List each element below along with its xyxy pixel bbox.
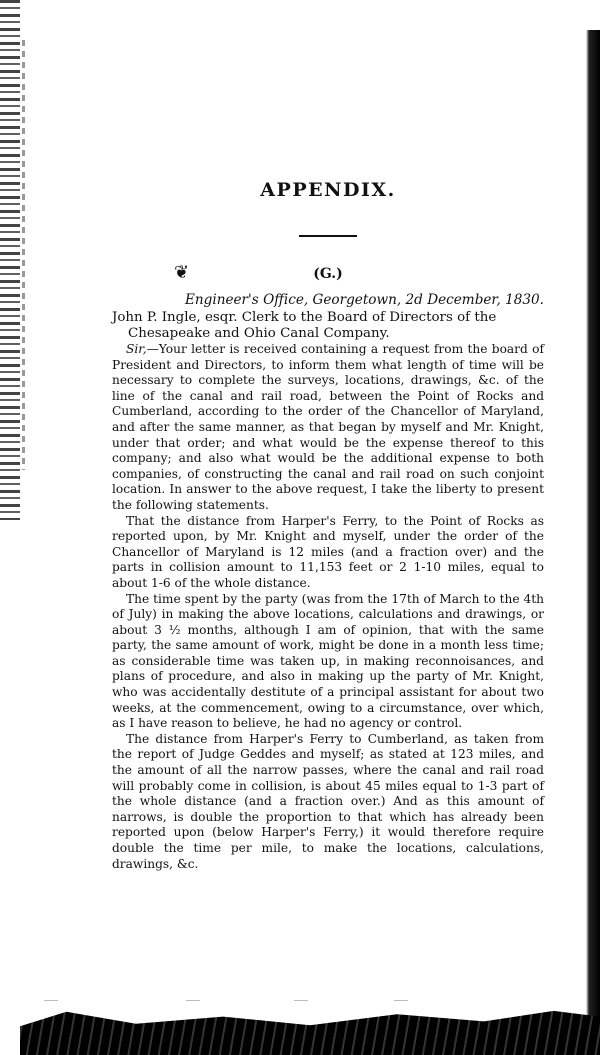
page-edge-left	[0, 0, 20, 520]
page-edge-bottom	[20, 1007, 600, 1055]
appendix-heading: APPENDIX.	[260, 179, 396, 201]
printer-ornament-icon: ❦	[174, 262, 190, 283]
page-edge-left-inner	[22, 40, 25, 470]
addressee: John P. Ingle, esqr. Clerk to the Board of Directors of the Chesapeake and Ohio Canal Company.	[112, 310, 497, 341]
salutation: Sir,	[126, 342, 147, 356]
bottom-mark	[394, 1000, 408, 1001]
bottom-mark	[294, 1000, 308, 1001]
letter-paragraph: That the distance from Harper's Ferry, to the Point of Rocks as reported upon, by Mr. Knight and myself, under the order of the Chancellor of Maryland is 12 miles (and a fraction over) and the parts in collision amount to 11,153 feet or 2 1-10 miles, equal to about 1-6 of the whole distance.	[112, 513, 544, 590]
section-reference: (G.)	[313, 266, 343, 282]
letter-paragraph: The time spent by the party (was from the 17th of March to the 4th of July) in making the above locations, calculations and drawings, or about 3 ½ months, although I am of opinion, that with the same party, the same amount of work, might be done in a month less time; as considerable time was taken up, in making reconnoisances, and plans of procedure, and also in making up the party of Mr. Knight, who was accidentally destitute of a principal assistant for about two weeks, at the commencement, owing to a circumstance, over which, as I have reason to believe, he had no agency or control.	[112, 591, 544, 731]
paragraph-text: —Your letter is received containing a request from the board of President and Directors, to inform them what length of time will be necessary to complete the surveys, locations, drawings, &c. of the line of the canal and rail road, between the Point of Rocks and Cumberland, according to the order of the Chancellor of Maryland, and after the same manner, as that began by myself and Mr. Knight, under that order; and what would be the expense thereof to this company; and also what would be the additional expense to both companies, of constructing the canal and rail road on such conjoint location. In answer to the above request, I take the liberty to present the following statements.	[112, 342, 544, 512]
document-page	[112, 175, 544, 872]
bottom-mark	[186, 1000, 200, 1001]
page-edge-right	[586, 30, 600, 1055]
bottom-mark	[44, 1000, 58, 1001]
letter-paragraph: The distance from Harper's Ferry to Cumberland, as taken from the report of Judge Geddes and myself; as stated at 123 miles, and the amount of all the narrow passes, where the canal and rail road will probably come in collision, is about 45 miles equal to 1-3 part of the whole distance (and a fraction over.) And as this amount of narrows, is double the proportion to that which has already been reported upon (below Harper's Ferry,) it would therefore require double the time per mile, to make the locations, calculations, drawings, &c.	[112, 731, 544, 871]
dateline: Engineer's Office, Georgetown, 2d December, 1830.	[184, 292, 544, 308]
reference-row	[112, 261, 544, 287]
letter-paragraph	[112, 342, 544, 514]
heading-rule	[299, 235, 357, 237]
